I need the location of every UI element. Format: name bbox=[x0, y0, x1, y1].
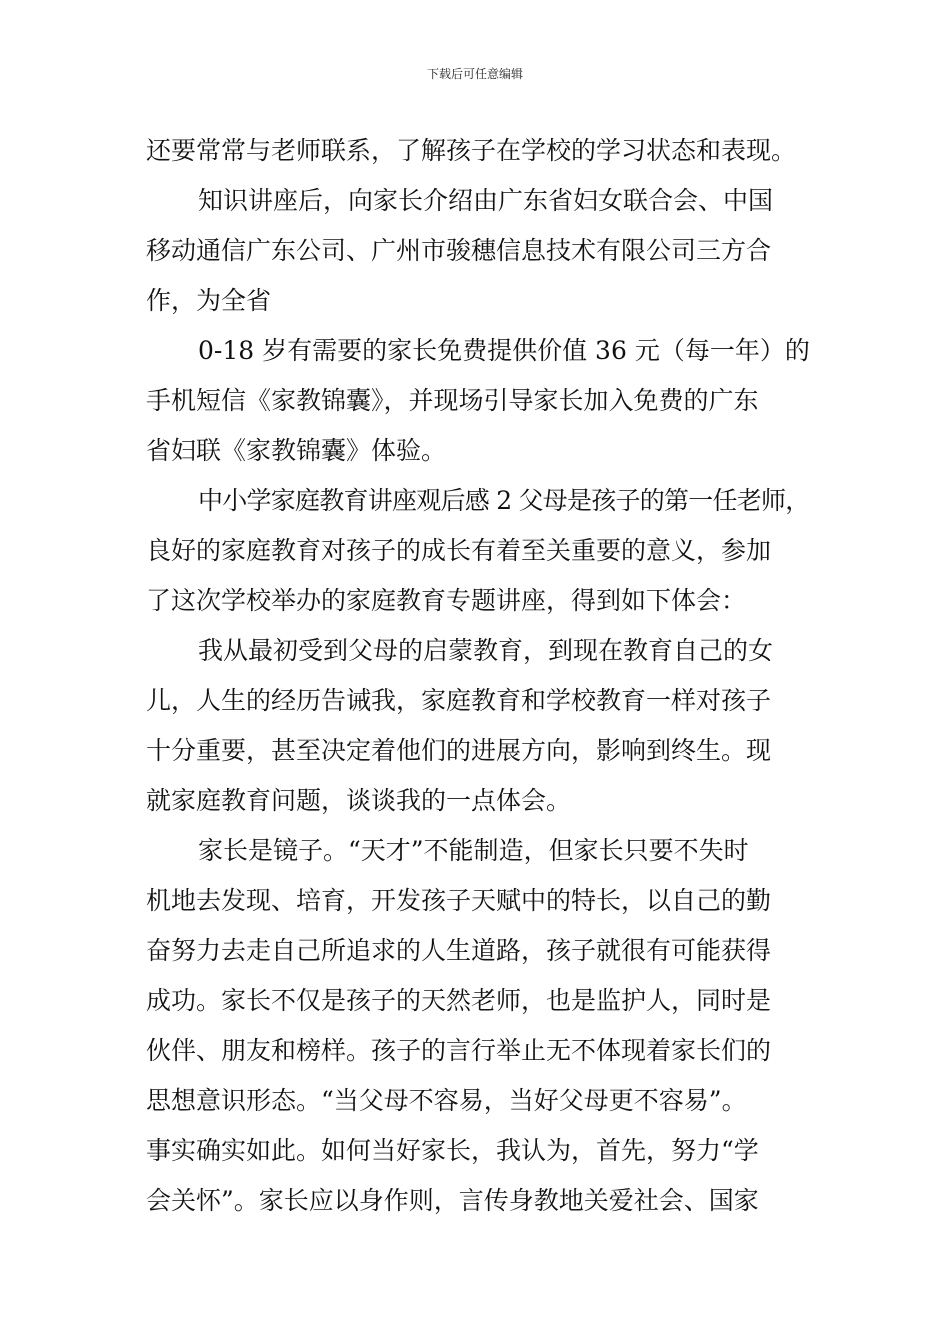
text-line: 会关怀”。家长应以身作则，言传身教地关爱社会、国家 bbox=[146, 1186, 759, 1215]
text-line: 就家庭教育问题，谈谈我的一点体会。 bbox=[146, 786, 572, 815]
text-line: 手机短信《家教锦囊》，并现场引导家长加入免费的广东 bbox=[146, 386, 759, 415]
text-line: 知识讲座后，向家长介绍由广东省妇女联合会、中国 bbox=[198, 186, 774, 215]
text-line: 事实确实如此。如何当好家长，我认为，首先，努力“学 bbox=[146, 1136, 759, 1165]
text-line: 省妇联《家教锦囊》体验。 bbox=[146, 436, 447, 465]
text-line: 思想意识形态。“当父母不容易，当好父母更不容易”。 bbox=[146, 1086, 747, 1115]
text-line: 家长是镜子。“天才”不能制造，但家长只要不失时 bbox=[198, 836, 749, 865]
text-line: 移动通信广东公司、广州市骏穗信息技术有限公司三方合 bbox=[146, 236, 772, 265]
text-line: 作，为全省 bbox=[146, 286, 272, 315]
text-line: 成功。家长不仅是孩子的天然老师，也是监护人，同时是 bbox=[146, 986, 772, 1015]
text-line: 中小学家庭教育讲座观后感 2 父母是孩子的第一任老师， bbox=[198, 486, 810, 515]
text-line: 儿，人生的经历告诫我，家庭教育和学校教育一样对孩子 bbox=[146, 686, 772, 715]
text-line: 还要常常与老师联系，了解孩子在学校的学习状态和表现。 bbox=[146, 136, 797, 165]
text-line: 了这次学校举办的家庭教育专题讲座，得到如下体会： bbox=[146, 586, 747, 615]
text-line: 伙伴、朋友和榜样。孩子的言行举止无不体现着家长们的 bbox=[146, 1036, 772, 1065]
text-line: 良好的家庭教育对孩子的成长有着至关重要的意义，参加 bbox=[146, 536, 772, 565]
text-line: 十分重要，甚至决定着他们的进展方向，影响到终生。现 bbox=[146, 736, 772, 765]
text-line: 0-18 岁有需要的家长免费提供价值 36 元（每一年）的 bbox=[198, 336, 810, 365]
text-line: 我从最初受到父母的启蒙教育，到现在教育自己的女 bbox=[198, 636, 774, 665]
text-line: 机地去发现、培育，开发孩子天赋中的特长，以自己的勤 bbox=[146, 886, 772, 915]
document-body bbox=[146, 126, 810, 1226]
text-line: 奋努力去走自己所追求的人生道路，孩子就很有可能获得 bbox=[146, 936, 772, 965]
page-header-note: 下载后可任意编辑 bbox=[426, 67, 523, 81]
